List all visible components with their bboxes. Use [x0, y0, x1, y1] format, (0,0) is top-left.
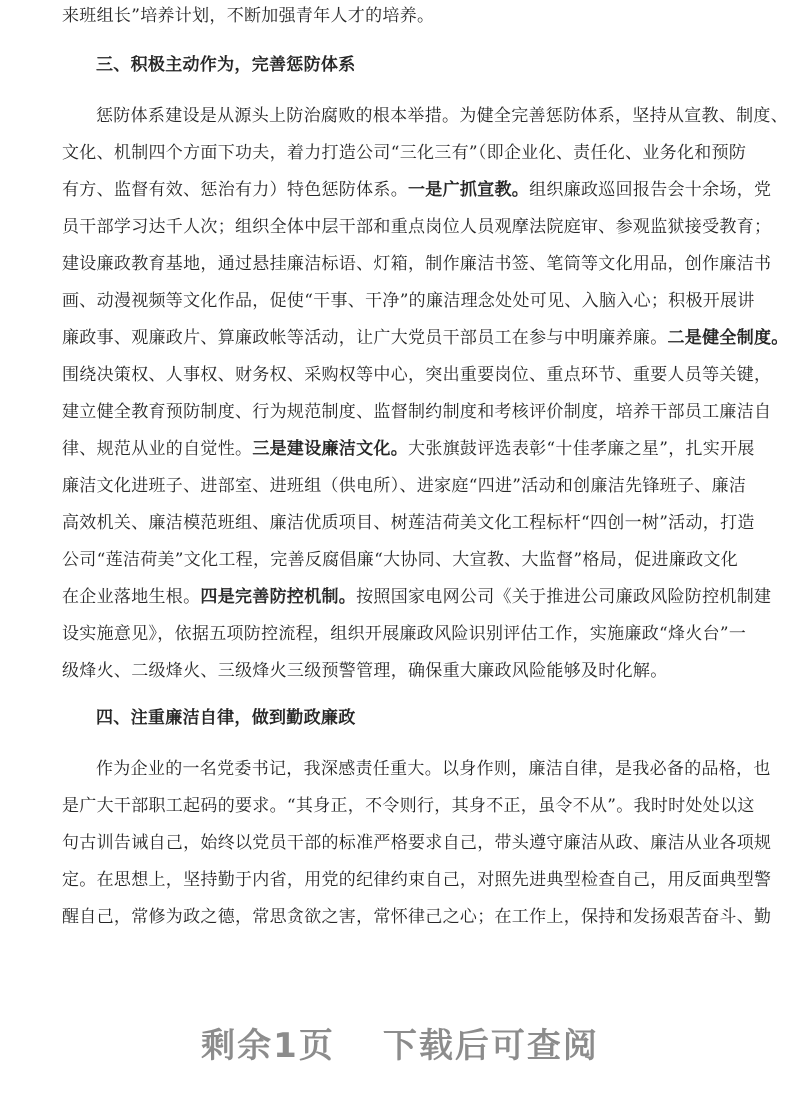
paragraph-line: 在企业落地生根。四是完善防控机制。按照国家电网公司《关于推进公司廉政风险防控机制建	[62, 587, 772, 607]
paragraph-line: 文化、机制四个方面下功夫，着力打造公司“三化三有”（即企业化、责任化、业务化和预防	[62, 143, 747, 163]
text-line: 来班组长”培养计划，不断加强青年人才的培养。	[62, 6, 435, 26]
paragraph-line: 高效机关、廉洁模范班组、廉洁优质项目、树莲洁荷美文化工程标杆“四创一树”活动，打造	[62, 513, 755, 533]
paragraph-line: 句古训告诫自己，始终以党员干部的标准严格要求自己，带头遵守廉洁从政、廉洁从业各项规	[62, 833, 772, 853]
paragraph-line: 惩防体系建设是从源头上防治腐败的根本举措。为健全完善惩防体系，坚持从宣教、制度、	[96, 106, 788, 126]
paragraph-line: 醒自己，常修为政之德，常思贪欲之害，常怀律己之心；在工作上，保持和发扬艰苦奋斗、勤	[62, 907, 772, 927]
paragraph-line: 员干部学习达千人次；组织全体中层干部和重点岗位人员观摩法院庭审、参观监狱接受教育；	[62, 217, 772, 237]
section-heading-3: 三、积极主动作为，完善惩防体系	[96, 55, 356, 75]
paragraph-line: 公司“莲洁荷美”文化工程，完善反腐倡廉“大协同、大宣教、大监督”格局，促进廉政文化	[62, 550, 739, 570]
remaining-pages-banner[interactable]	[0, 1018, 800, 1067]
paragraph-line: 作为企业的一名党委书记，我深感责任重大。以身作则，廉洁自律，是我必备的品格，也	[96, 759, 771, 779]
paragraph-line: 级烽火、二级烽火、三级烽火三级预警管理，确保重大廉政风险能够及时化解。	[62, 661, 668, 681]
paragraph-line: 设实施意见》，依据五项防控流程，组织开展廉政风险识别评估工作，实施廉政“烽火台”一	[62, 624, 747, 644]
paragraph-line: 有方、监督有效、惩治有力）特色惩防体系。一是广抓宣教。组织廉政巡回报告会十余场，党	[62, 180, 772, 200]
paragraph-line: 廉洁文化进班子、进部室、进班组（供电所）、进家庭“四进”活动和创廉洁先锋班子、廉洁	[62, 476, 747, 496]
paragraph-line: 廉政事、观廉政片、算廉政帐等活动，让广大党员干部员工在参与中明廉养廉。二是健全制度。	[62, 328, 789, 348]
paragraph-line: 建设廉政教育基地，通过悬挂廉洁标语、灯箱，制作廉洁书签、笔筒等文化用品，创作廉洁书	[62, 254, 772, 274]
paragraph-line: 律、规范从业的自觉性。三是建设廉洁文化。大张旗鼓评选表彰“十佳孝廉之星”，扎实开展	[62, 439, 755, 459]
paragraph-line: 是广大干部职工起码的要求。“其身正，不令则行，其身不正，虽令不从”。我时时处处以这	[62, 796, 755, 816]
section-heading-4: 四、注重廉洁自律，做到勤政廉政	[96, 708, 356, 728]
paragraph-line: 定。在思想上，坚持勤于内省，用党的纪律约束自己，对照先进典型检查自己，用反面典型警	[62, 870, 772, 890]
remaining-pages-label: 剩余1页	[201, 1026, 335, 1066]
paragraph-line: 画、动漫视频等文化作品，促使“干事、干净”的廉洁理念处处可见、入脑入心；积极开展讲	[62, 291, 755, 311]
download-to-view-label: 下载后可查阅	[382, 1026, 599, 1066]
paragraph-line: 建立健全教育预防制度、行为规范制度、监督制约制度和考核评价制度，培养干部员工廉洁自	[62, 402, 772, 422]
paragraph-line: 围绕决策权、人事权、财务权、采购权等中心，突出重要岗位、重点环节、重要人员等关键，	[62, 365, 772, 385]
